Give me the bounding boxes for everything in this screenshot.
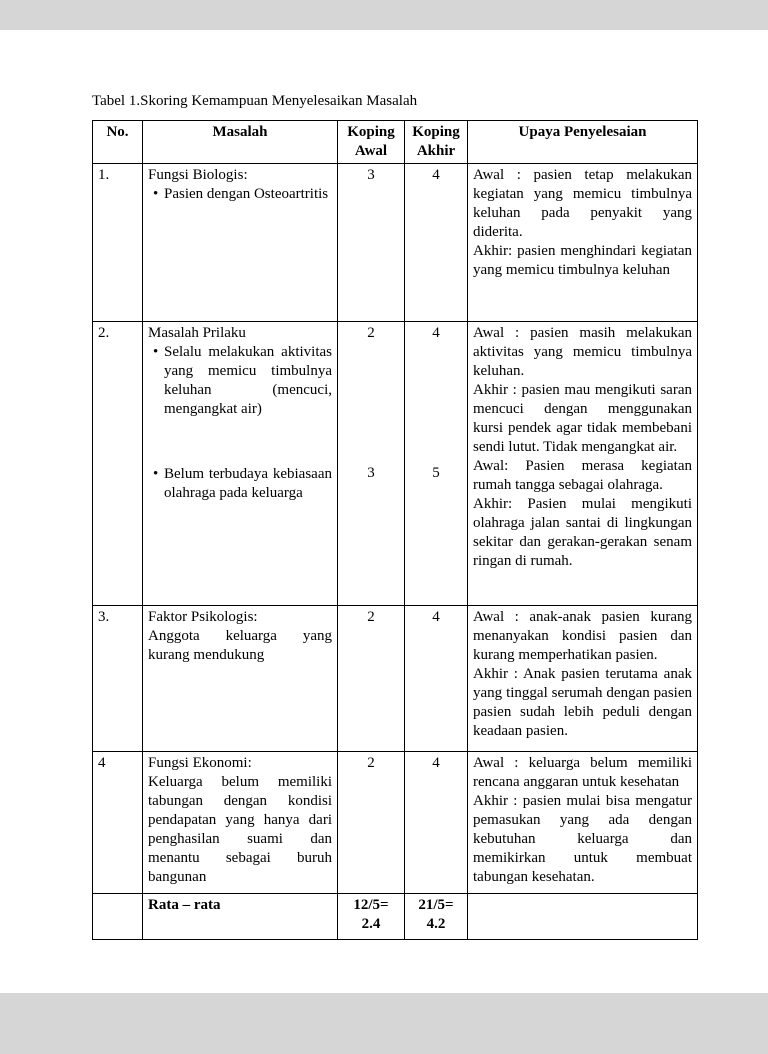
row3-koping-awal-value: 2: [367, 609, 375, 625]
row3-masalah-title: Faktor Psikologis:: [148, 609, 258, 625]
row3-koping-akhir-value: 4: [432, 609, 440, 625]
footer-row: [93, 894, 698, 940]
row1-upaya-akhir: Akhir: pasien menghindari kegiatan yang memicu timbulnya keluhan: [473, 243, 692, 278]
row4-koping-akhir-value: 4: [432, 755, 440, 771]
table-row-4: [93, 752, 698, 894]
row1-koping-akhir-value: 4: [432, 167, 440, 183]
footer-koping-akhir-cell: [405, 894, 468, 940]
header-no: No.: [93, 121, 143, 164]
footer-koping-awal-cell: [338, 894, 405, 940]
row3-masalah-cell: [143, 606, 338, 752]
row2-number: 2.: [93, 322, 143, 606]
header-koping-awal: Koping Awal: [338, 121, 405, 164]
row1-masalah-bullet: [148, 185, 332, 204]
row1-masalah-cell: [143, 164, 338, 322]
row2-upaya-awal-2: Awal: Pasien merasa kegiatan rumah tangga sebagai olahraga.: [473, 458, 692, 493]
footer-label: Rata – rata: [143, 894, 338, 940]
footer-koping-akhir-result: 4.2: [426, 916, 446, 932]
footer-koping-akhir-fraction: 21/5=: [418, 897, 454, 913]
table-row-3: [93, 606, 698, 752]
row2-masalah-bullet-2: [148, 465, 332, 503]
row2-koping-akhir-cell: [405, 322, 468, 606]
row2-upaya-awal-1: Awal : pasien masih melakukan aktivitas yang memicu timbulnya keluhan.: [473, 325, 692, 379]
row1-upaya-cell: [468, 164, 698, 322]
row3-koping-akhir-cell: [405, 606, 468, 752]
row2-masalah-title: Masalah Prilaku: [148, 325, 246, 341]
row1-koping-akhir-cell: [405, 164, 468, 322]
row4-masalah-cell: [143, 752, 338, 894]
row4-number: 4: [93, 752, 143, 894]
bullet-icon: •: [153, 344, 159, 360]
row2-masalah-cell: [143, 322, 338, 606]
row3-number: 3.: [93, 606, 143, 752]
row1-number: 1.: [93, 164, 143, 322]
row1-masalah-title: Fungsi Biologis:: [148, 167, 248, 183]
row2-koping-akhir-value-1: 4: [432, 325, 440, 341]
row4-koping-akhir-cell: [405, 752, 468, 894]
row1-koping-awal-value: 3: [367, 167, 375, 183]
header-koping-akhir: Koping Akhir: [405, 121, 468, 164]
header-masalah: Masalah: [143, 121, 338, 164]
bullet-icon: •: [153, 186, 159, 202]
table-caption: Tabel 1.Skoring Kemampuan Menyelesaikan Masalah: [92, 93, 418, 109]
header-upaya-penyelesaian: Upaya Penyelesaian: [468, 121, 698, 164]
row2-bullet2-text: Belum terbudaya kebiasaan olahraga pada keluarga: [164, 466, 332, 501]
row4-upaya-cell: [468, 752, 698, 894]
row2-masalah-bullet-1: [148, 343, 332, 419]
row4-upaya-akhir: Akhir : pasien mulai bisa mengatur pemasukan yang ada dengan kebutuhan keluarga dan memikirkan untuk membuat tabungan kesehatan.: [473, 793, 692, 885]
row4-masalah-text: Keluarga belum memiliki tabungan dengan kondisi pendapatan yang hanya dari penghasilan suami dan menantu sebagai buruh bangunan: [148, 774, 332, 885]
row4-upaya-awal: Awal : keluarga belum memiliki rencana anggaran untuk kesehatan: [473, 755, 692, 790]
footer-koping-awal-result: 2.4: [361, 916, 381, 932]
row1-upaya-awal: Awal : pasien tetap melakukan kegiatan yang memicu timbulnya keluhan pada penyakit yang diderita.: [473, 167, 692, 240]
row4-masalah-title: Fungsi Ekonomi:: [148, 755, 252, 771]
scoring-table: [92, 120, 698, 940]
footer-number-cell-empty: [93, 894, 143, 940]
header-row: [93, 121, 698, 164]
row1-koping-awal-cell: [338, 164, 405, 322]
row3-masalah-text: Anggota keluarga yang kurang mendukung: [148, 628, 332, 663]
footer-koping-awal-fraction: 12/5=: [353, 897, 389, 913]
row2-koping-awal-value-2: 3: [367, 465, 375, 481]
row3-upaya-awal: Awal : anak-anak pasien kurang menanyakan kondisi pasien dan kurang memperhatikan pasien.: [473, 609, 692, 663]
row2-koping-akhir-value-2: 5: [432, 465, 440, 481]
row3-koping-awal-cell: [338, 606, 405, 752]
row2-upaya-akhir-1: Akhir : pasien mau mengikuti saran mencuci dengan menggunakan kursi pendek agar tidak membebani sendi lutut. Tidak mengangkat air.: [473, 382, 692, 455]
row2-koping-awal-cell: [338, 322, 405, 606]
row3-upaya-akhir: Akhir : Anak pasien terutama anak yang tinggal serumah dengan pasien pasien sudah lebih peduli dengan keadaan pasien.: [473, 666, 692, 739]
row4-koping-awal-cell: [338, 752, 405, 894]
table-row-1: [93, 164, 698, 322]
row4-koping-awal-value: 2: [367, 755, 375, 771]
table-row-2: [93, 322, 698, 606]
row2-upaya-cell: [468, 322, 698, 606]
row2-koping-awal-value-1: 2: [367, 325, 375, 341]
document-page: [0, 30, 768, 993]
footer-upaya-cell-empty: [468, 894, 698, 940]
bullet-icon: •: [153, 466, 159, 482]
row3-upaya-cell: [468, 606, 698, 752]
row1-bullet-text: Pasien dengan Osteoartritis: [164, 186, 329, 202]
row2-upaya-akhir-2: Akhir: Pasien mulai mengikuti olahraga jalan santai di lingkungan sekitar dan gerakan-gerakan senam ringan di rumah.: [473, 496, 692, 569]
row2-bullet1-text: Selalu melakukan aktivitas yang memicu timbulnya keluhan (mencuci, mengangkat air): [164, 344, 332, 417]
